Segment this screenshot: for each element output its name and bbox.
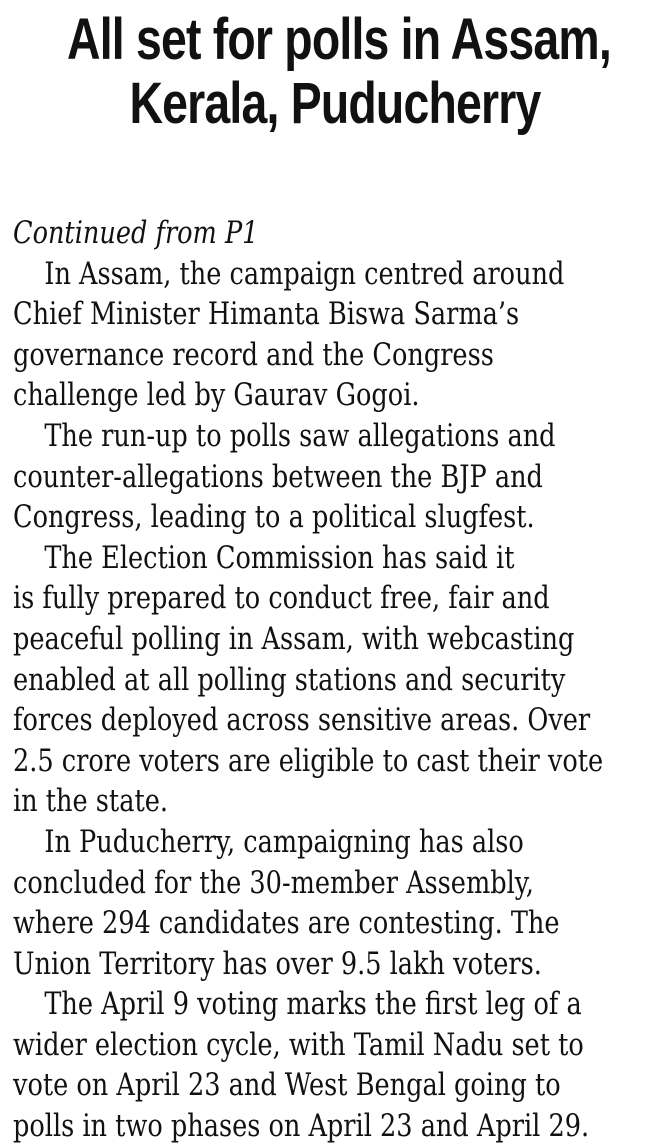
paragraph-1-line: challenge led by Gaurav Gogoi. xyxy=(13,377,420,414)
paragraph-5-line: The April 9 voting marks the first leg of a xyxy=(44,986,582,1023)
paragraph-2-line: Congress, leading to a political slugfest. xyxy=(13,499,535,536)
paragraph-3-line: enabled at all polling stations and security xyxy=(13,661,566,698)
article-body xyxy=(13,213,670,1147)
paragraph-5-line: polls in two phases on April 23 and April 29. xyxy=(13,1108,590,1145)
headline-line-1: All set for polls in Assam, xyxy=(67,7,611,72)
paragraph-3-line: forces deployed across sensitive areas. Over xyxy=(13,702,591,739)
paragraph-3-line: The Election Commission has said it xyxy=(44,539,515,576)
paragraph-1-line: In Assam, the campaign centred around xyxy=(44,255,565,292)
paragraph-4-line: concluded for the 30-member Assembly, xyxy=(13,864,534,901)
paragraph-2-line: counter-allegations between the BJP and xyxy=(13,458,543,495)
paragraph-4-line: where 294 candidates are contesting. The xyxy=(13,905,560,942)
paragraph-5-line: wider election cycle, with Tamil Nadu set to xyxy=(13,1026,584,1063)
paragraph-1-line: governance record and the Congress xyxy=(13,336,494,373)
paragraph-5-line: vote on April 23 and West Bengal going to xyxy=(13,1067,561,1104)
paragraph-2-line: The run-up to polls saw allegations and xyxy=(44,417,556,454)
paragraph-4-line: Union Territory has over 9.5 lakh voters. xyxy=(13,945,542,982)
paragraph-3-line: is fully prepared to conduct free, fair and xyxy=(13,580,550,617)
paragraph-3-line: 2.5 crore voters are eligible to cast their vote xyxy=(13,742,604,779)
paragraph-1-line: Chief Minister Himanta Biswa Sarma’s xyxy=(13,296,520,333)
paragraph-4-line: In Puducherry, campaigning has also xyxy=(44,823,524,860)
dateline: Continued from P1 xyxy=(13,215,259,251)
paragraph-3-line: in the state. xyxy=(13,783,168,820)
headline xyxy=(67,7,611,136)
paragraph-3-line: peaceful polling in Assam, with webcasting xyxy=(13,620,575,657)
headline-line-2: Kerala, Puducherry xyxy=(129,71,541,136)
